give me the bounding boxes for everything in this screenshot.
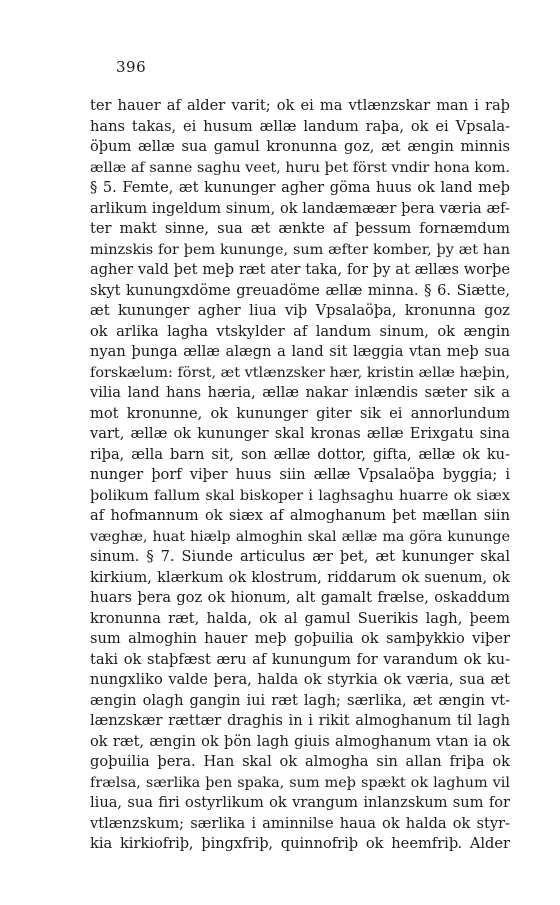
text-line: vtlænzskum; særlika i aminnilse haua ok halda ok styr- (90, 814, 510, 832)
text-line: § 5. Femte, æt kununger agher göma huus ok land meþ (90, 179, 510, 196)
text-line: mot kronunne, ok kununger giter sik ei annorlundum (90, 404, 510, 422)
text-line: sum almoghin hauer meþ goþuilia ok samþykkio viþer (90, 630, 510, 647)
text-line: ok arlika lagha vtskylder af landum sinum, ok ængin (90, 322, 510, 340)
text-line: vilia land hans hæria, ællæ nakar inlændis sæter sik a (90, 384, 510, 401)
text-line: riþa, ælla barn sit, son ællæ dottor, gifta, ællæ ok ku- (90, 445, 510, 463)
text-line: þolikum fallum skal biskoper i laghsaghu huarre ok siæx (90, 487, 510, 504)
body-text (90, 96, 510, 855)
text-line: hans takas, ei husum ællæ landum raþa, ok ei Vpsala- (90, 117, 510, 135)
text-line: kia kirkiofriþ, þingxfriþ, quinnofriþ ok heemfriþ. Alder (90, 835, 510, 852)
text-line: væghæ, huat hiælp almoghin skal ællæ ma göra kununge (90, 528, 510, 545)
text-line: agher vald þet meþ ræt ater taka, for þy at ællæs worþe (90, 261, 510, 278)
text-line: goþuilia þera. Han skal ok almogha sin allan friþa ok (90, 753, 510, 770)
text-line: skyt kunungxdöme greuadöme ællæ minna. § 6. Siætte, (90, 281, 510, 299)
page-number: 396 (116, 58, 147, 76)
text-line: frælsa, særlika þen spaka, sum meþ spækt ok laghum vil (90, 774, 510, 791)
text-line: nunger þorf viþer huus siin ællæ Vpsalaöþa byggia; i (90, 466, 510, 483)
text-line: kronunna ræt, halda, ok al gamul Suerikis lagh, þeem (90, 609, 510, 627)
text-line: sinum. § 7. Siunde articulus ær þet, æt kununger skal (90, 548, 510, 565)
text-line: ok ræt, ængin ok þön lagh giuis almoghanum vtan ia ok (90, 732, 510, 750)
text-line: ter hauer af alder varit; ok ei ma vtlænzskar man i raþ (90, 97, 510, 114)
text-line: nyan þunga ællæ alægn a land sit læggia vtan meþ sua (90, 343, 510, 360)
text-line: ængin olagh gangin iui ræt lagh; særlika, æt ængin vt- (90, 691, 510, 709)
text-line: arlikum ingeldum sinum, ok landæmæær þera væria æf- (90, 199, 510, 217)
text-line: nungxliko valde þera, halda ok styrkia ok væria, sua æt (90, 671, 510, 688)
text-line: vart, ællæ ok kununger skal kronas ællæ Erixgatu sina (90, 425, 510, 442)
text-line: kirkium, klærkum ok klostrum, riddarum ok suenum, ok (90, 568, 510, 586)
text-line: forskælum: först, æt vtlænzsker hær, kristin ællæ hæþin, (90, 364, 510, 381)
text-line: minzskis for þem kununge, sum æfter komber, þy æt han (90, 241, 510, 258)
text-line: af hofmannum ok siæx af almoghanum þet mællan siin (90, 507, 510, 524)
text-line: ællæ af sanne saghu veet, huru þet först vndir hona kom. (90, 159, 510, 176)
text-line: öþum ællæ sua gamul kronunna goz, æt ængin minnis (90, 138, 510, 155)
text-line: huars þera goz ok hionum, alt gamalt frælse, oskaddum (90, 589, 510, 606)
text-line: lænzskær rættær draghis in i rikit almoghanum til lagh (90, 712, 510, 729)
text-line: liua, sua firi ostyrlikum ok vrangum inlanzskum sum for (90, 794, 510, 811)
text-line: ter makt sinne, sua æt ænkte af þessum fornæmdum (90, 220, 510, 237)
text-line: æt kununger agher liua viþ Vpsalaöþa, kronunna goz (90, 302, 510, 319)
text-line: taki ok staþfæst æru af kunungum for varandum ok ku- (90, 650, 510, 668)
